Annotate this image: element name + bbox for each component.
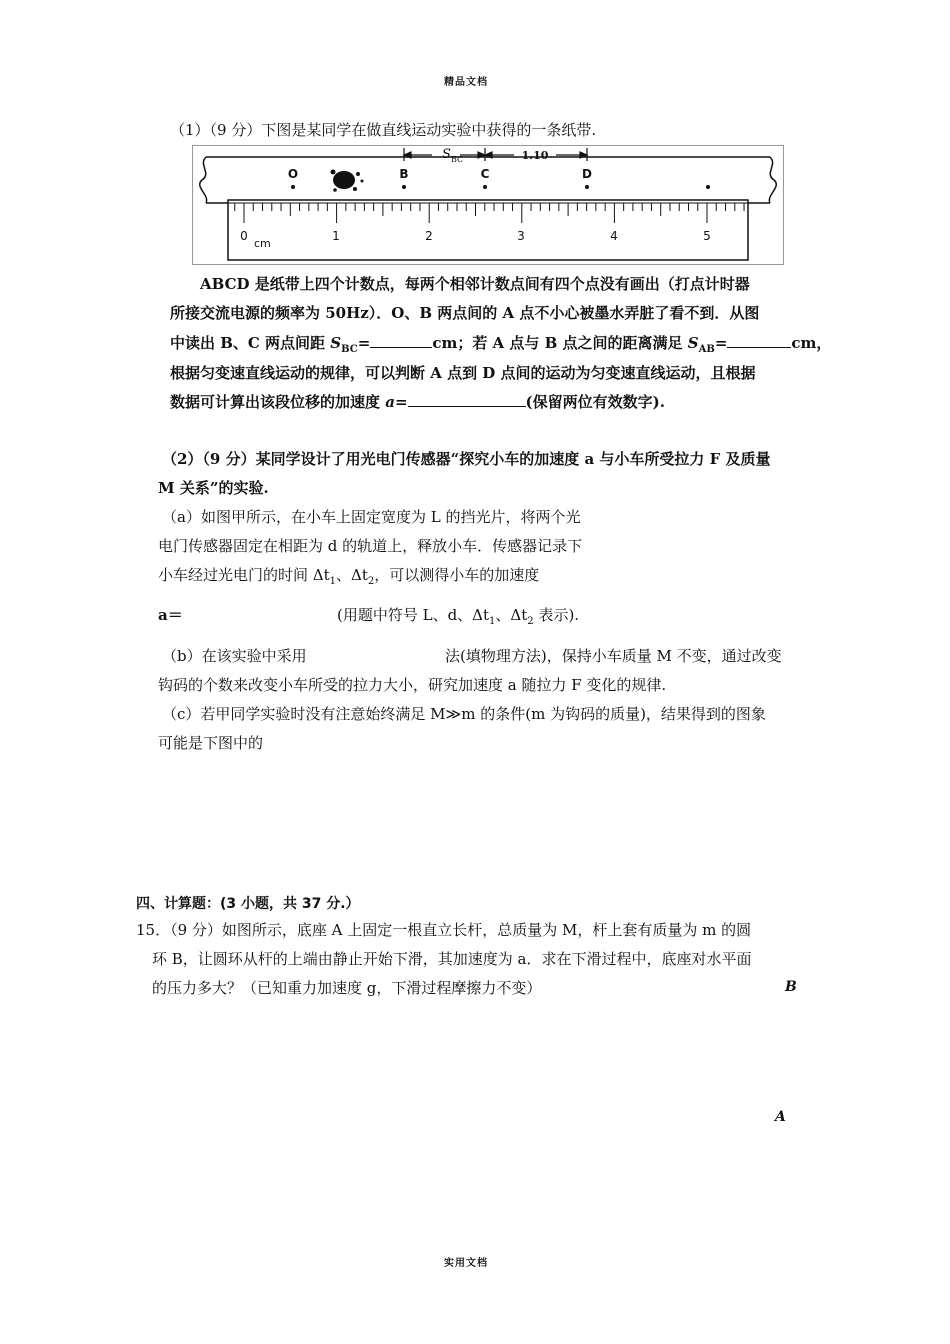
point-label-o: O xyxy=(287,167,299,181)
ruler-number-3: 3 xyxy=(517,229,525,243)
q2-c-line-2: 可能是下图中的 xyxy=(158,734,264,752)
point-label-c: C xyxy=(480,167,490,181)
q2-a-line-3: 小车经过光电门的时间 $\Delta t_1$、$\Delta t_2$，可以测得小车的加速度 xyxy=(158,566,540,587)
tape-dot-b xyxy=(402,185,406,189)
q15-line-2: 环 B，让圆环从杆的上端由静止开始下滑，其加速度为 a．求在下滑过程中，底座对水平面 xyxy=(152,950,752,968)
page-footer: 实用文档 xyxy=(444,1258,488,1269)
q2-b-line-1a: （b）在该实验中采用 xyxy=(162,647,307,665)
q2-b-line-1b: 法(填物理方法)，保持小车质量 M 不变，通过改变 xyxy=(445,647,782,665)
dim-label-sbc-sub: BC xyxy=(451,155,464,164)
q2-a-symbols-hint: (用题中符号 L、d、$\Delta t_1$、$\Delta t_2$ 表示). xyxy=(337,606,580,627)
page-header: 精品文档 xyxy=(444,77,488,88)
ruler-unit: cm xyxy=(254,237,271,250)
q2-b-line-2: 钩码的个数来改变小车所受的拉力大小，研究加速度 a 随拉力 F 变化的规律. xyxy=(158,676,667,694)
ruler-number-4: 4 xyxy=(610,229,618,243)
section-4-title: 四、计算题：(3 小题，共 37 分.） xyxy=(136,896,360,912)
ruler-number-5: 5 xyxy=(703,229,711,243)
point-label-b: B xyxy=(399,167,409,181)
ruler-number-1: 1 xyxy=(332,229,340,243)
ruler-number-2: 2 xyxy=(425,229,433,243)
tape-ruler-figure xyxy=(192,145,784,265)
tape-dot-d xyxy=(585,185,589,189)
point-label-d: D xyxy=(582,167,592,181)
figure-label-b: B xyxy=(785,979,797,995)
answer-blank-acceleration[interactable] xyxy=(408,392,526,407)
q2-a-answer-line: a＝ xyxy=(158,606,183,624)
q1-text-5: 数据可计算出该段位移的加速度 a= (保留两位有效数字). xyxy=(170,393,665,411)
ruler-number-0: 0 xyxy=(240,229,248,243)
q15-line-1: 15．（9 分）如图所示，底座 A 上固定一根直立长杆，总质量为 M，杆上套有质量为 m 的圆 xyxy=(136,921,752,939)
q1-text-1: ABCD 是纸带上四个计数点，每两个相邻计数点间有四个点没有画出（打点计时器 xyxy=(200,275,750,293)
tape-dot-end xyxy=(706,185,710,189)
q15-line-3: 的压力多大？（已知重力加速度 g，下滑过程摩擦力不变） xyxy=(152,979,542,997)
q1-text-2: 所接交流电源的频率为 50Hz）．O、B 两点间的 A 点不小心被墨水弄脏了看不到．从图 xyxy=(170,304,760,322)
answer-blank-sab[interactable] xyxy=(727,333,791,348)
q2-text-1: （2）（9 分）某同学设计了用光电门传感器“探究小车的加速度 a 与小车所受拉力 F 及质量 xyxy=(162,450,771,468)
tape-dot-o xyxy=(291,185,295,189)
q1-text-3: 中读出 B、C 两点间距 $S_{BC}=$ cm；若 A 点与 B 点之间的距离满足 $S_{AB}=$ cm， xyxy=(170,334,832,355)
figure-label-a: A xyxy=(775,1109,786,1125)
q2-a-line-1: （a）如图甲所示，在小车上固定宽度为 L 的挡光片，将两个光 xyxy=(162,508,581,526)
tape-dot-c xyxy=(483,185,487,189)
q2-c-line-1: （c）若甲同学实验时没有注意始终满足 M≫m 的条件(m 为钩码的质量)，结果得到的图象 xyxy=(162,705,766,723)
q2-text-2: M 关系”的实验. xyxy=(158,479,269,497)
q1-text-4: 根据匀变速直线运动的规律，可以判断 A 点到 D 点间的运动为匀变速直线运动，且根据 xyxy=(170,364,756,382)
dim-value: 1.10 xyxy=(521,149,549,162)
answer-blank-sbc[interactable] xyxy=(370,333,432,348)
q2-a-line-2: 电门传感器固定在相距为 d 的轨道上，释放小车．传感器记录下 xyxy=(158,537,583,555)
dim-label-sbc: S xyxy=(442,147,451,162)
q1-intro: （1）（9 分）下图是某同学在做直线运动实验中获得的一条纸带. xyxy=(170,121,597,139)
